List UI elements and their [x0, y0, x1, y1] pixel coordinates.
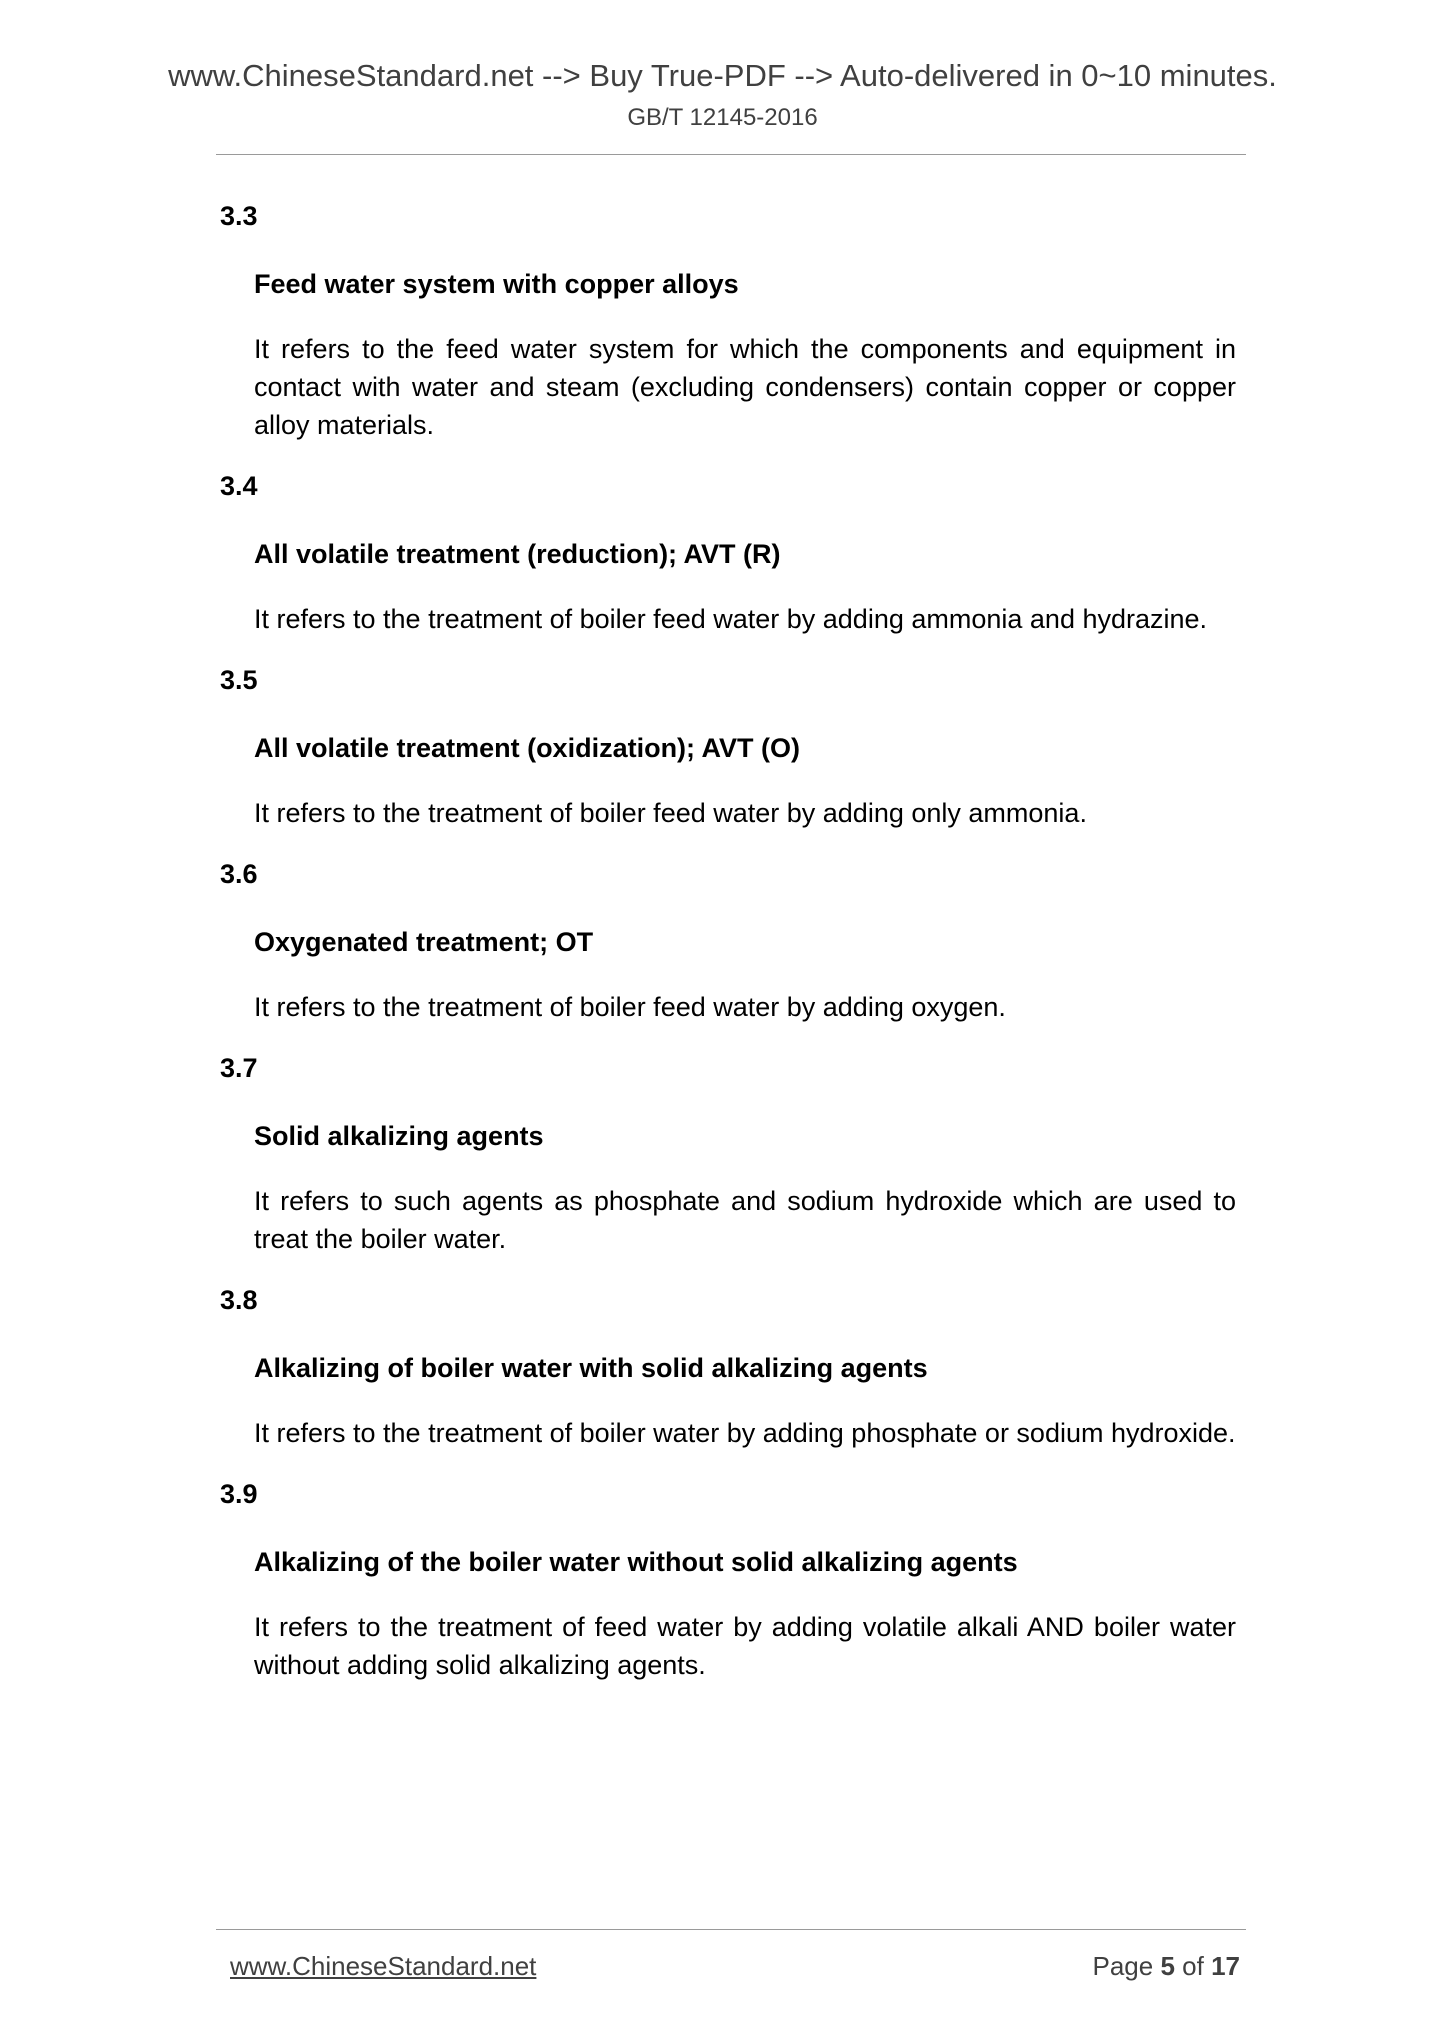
clause-number: 3.5 [220, 665, 258, 695]
term-title: Feed water system with copper alloys [254, 269, 739, 299]
footer-divider [216, 1929, 1246, 1930]
term-definition: It refers to the treatment of feed water by adding volatile alkali AND boiler water without adding solid alkalizing agents. [254, 1612, 1236, 1680]
definition-entry [220, 198, 1240, 444]
page-total: 17 [1211, 1951, 1240, 1981]
term-title: Solid alkalizing agents [254, 1121, 544, 1151]
page-indicator [1092, 1950, 1240, 1982]
footer-website-link[interactable]: www.ChineseStandard.net [230, 1951, 537, 1981]
page-prefix: Page [1092, 1951, 1154, 1981]
term-definition: It refers to the treatment of boiler feed water by adding only ammonia. [254, 798, 1087, 828]
header-divider [216, 154, 1246, 155]
term-title: All volatile treatment (reduction); AVT (R) [254, 539, 781, 569]
clause-number: 3.3 [220, 201, 258, 231]
clause-number: 3.7 [220, 1053, 258, 1083]
clause-number: 3.6 [220, 859, 258, 889]
definition-entry [220, 662, 1240, 832]
term-definition: It refers to the treatment of boiler feed water by adding oxygen. [254, 992, 1006, 1022]
term-definition: It refers to the feed water system for which the components and equipment in contact with water and steam (excluding condensers) contain copper or copper alloy materials. [254, 334, 1236, 440]
header-banner: www.ChineseStandard.net --> Buy True-PDF --> Auto-delivered in 0~10 minutes. [168, 58, 1277, 93]
standard-code: GB/T 12145-2016 [627, 104, 818, 131]
clause-number: 3.4 [220, 471, 258, 501]
definitions-list [220, 198, 1240, 1708]
definition-entry [220, 468, 1240, 638]
term-title: Alkalizing of boiler water with solid alkalizing agents [254, 1353, 928, 1383]
term-definition: It refers to such agents as phosphate and sodium hydroxide which are used to treat the boiler water. [254, 1186, 1236, 1254]
definition-entry [220, 856, 1240, 1026]
term-title: Oxygenated treatment; OT [254, 927, 594, 957]
definition-entry [220, 1282, 1240, 1452]
definition-entry [220, 1050, 1240, 1258]
page-current: 5 [1160, 1951, 1175, 1981]
term-title: All volatile treatment (oxidization); AVT (O) [254, 733, 801, 763]
definition-entry [220, 1476, 1240, 1684]
clause-number: 3.9 [220, 1479, 258, 1509]
term-definition: It refers to the treatment of boiler water by adding phosphate or sodium hydroxide. [254, 1418, 1236, 1448]
term-definition: It refers to the treatment of boiler feed water by adding ammonia and hydrazine. [254, 604, 1208, 634]
page-of: of [1182, 1951, 1204, 1981]
clause-number: 3.8 [220, 1285, 258, 1315]
term-title: Alkalizing of the boiler water without solid alkalizing agents [254, 1547, 1018, 1577]
